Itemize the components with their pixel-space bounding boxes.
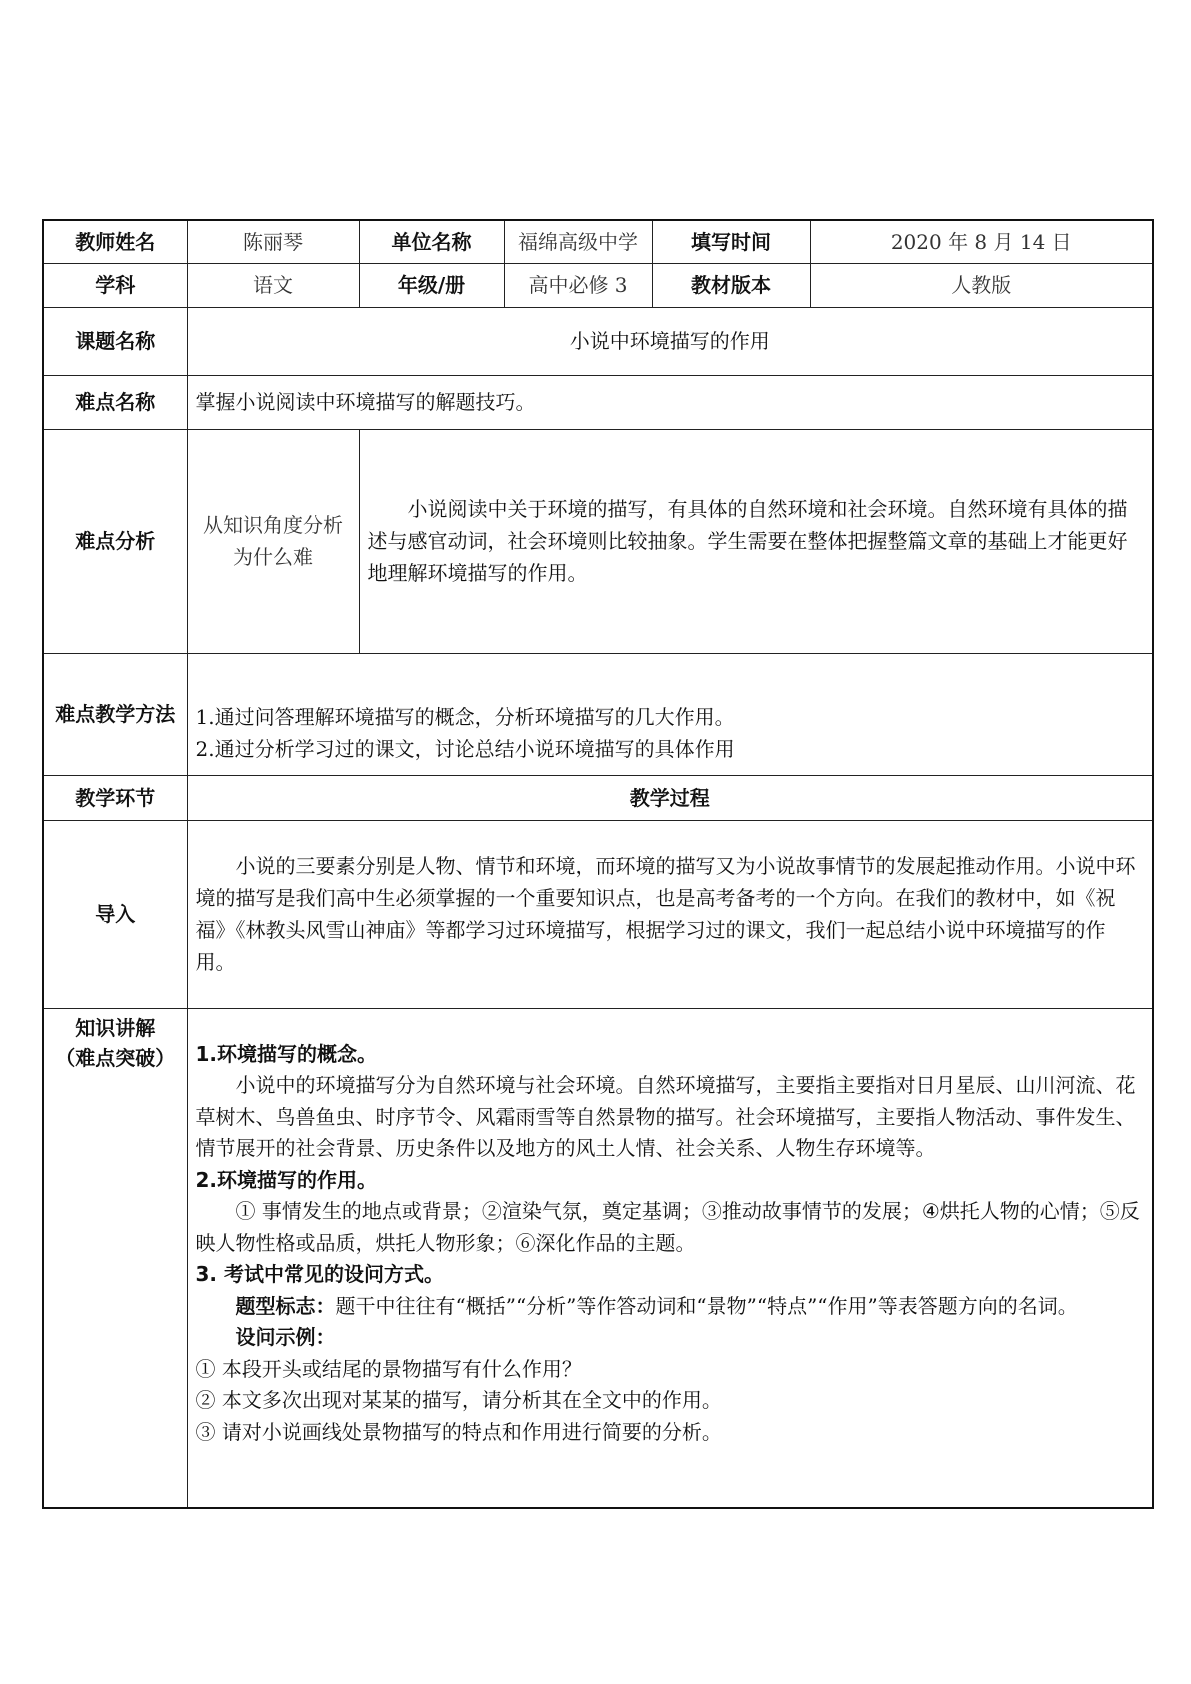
intro-row (43, 820, 1153, 1008)
function-list-b: ④烘托人物的心情； (921, 1199, 1100, 1223)
question-type-flag (196, 1291, 1145, 1323)
edition-label: 教材版本 (652, 263, 810, 307)
lesson-plan-table (42, 219, 1154, 1509)
method-line-2: 2.通过分析学习过的课文，讨论总结小说环境描写的具体作用 (195, 736, 735, 761)
analysis-cell (359, 429, 1153, 653)
example-question-1: ① 本段开头或结尾的景物描写有什么作用？ (195, 1356, 582, 1381)
grade-label: 年级/册 (359, 263, 504, 307)
header-row-1 (43, 220, 1153, 263)
topic-value: 小说中环境描写的作用 (187, 307, 1153, 375)
analysis-label: 难点分析 (43, 429, 187, 653)
knowledge-label-line-2: （难点突破） (55, 1045, 176, 1070)
difficulty-value: 掌握小说阅读中环境描写的解题技巧。 (187, 375, 1153, 429)
method-cell (187, 653, 1153, 775)
date-value: 2020 年 8 月 14 日 (810, 220, 1153, 263)
analysis-sub-label: 从知识角度分析为什么难 (187, 429, 359, 653)
analysis-row (43, 429, 1153, 653)
analysis-text: 小说阅读中关于环境的描写，有具体的自然环境和社会环境。自然环境有具体的描述与感官动词，社会环境则比较抽象。学生需要在整体把握整篇文章的基础上才能更好地理解环境描写的作用。 (367, 497, 1128, 585)
knowledge-label (43, 1008, 187, 1508)
example-label: 设问示例： (235, 1325, 336, 1349)
example-heading (196, 1322, 1145, 1354)
intro-text: 小说的三要素分别是人物、情节和环境，而环境的描写又为小说故事情节的发展起推动作用。小说中环境的描写是我们高中生必须掌握的一个重要知识点，也是高考备考的一个方向。在我们的教材中，如《祝福》《林教头风雪山神庙》等都学习过环境描写，根据学习过的课文，我们一起总结小说中环境描写的作用。 (195, 854, 1136, 974)
flag-text: 题干中往往有“概括”“分析”等作答动词和“景物”“特点”“作用”等表答题方向的名词。 (335, 1293, 1078, 1318)
teacher-label: 教师姓名 (43, 220, 187, 263)
knowledge-section-3-title: 3. 考试中常见的设问方式。 (195, 1262, 444, 1286)
method-line-1: 1.通过问答理解环境描写的概念，分析环境描写的几大作用。 (195, 704, 735, 729)
subject-value: 语文 (187, 263, 359, 307)
unit-value: 福绵高级中学 (504, 220, 652, 263)
function-list-a: ① 事情发生的地点或背景；②渲染气氛，奠定基调；③推动故事情节的发展； (235, 1199, 922, 1223)
flag-label: 题型标志： (235, 1293, 336, 1318)
example-question-2: ② 本文多次出现对某某的描写，请分析其在全文中的作用。 (195, 1388, 722, 1412)
header-row-2 (43, 263, 1153, 307)
knowledge-section-1-title: 1.环境描写的概念。 (195, 1041, 378, 1066)
edition-value: 人教版 (810, 263, 1153, 307)
knowledge-row (43, 1008, 1153, 1508)
grade-value: 高中必修 3 (504, 263, 652, 307)
example-question-3: ③ 请对小说画线处景物描写的特点和作用进行简要的分析。 (195, 1419, 722, 1444)
knowledge-label-line-1: 知识讲解 (75, 1015, 156, 1040)
function-list-c: ⑤反映人物性格或品质，烘托人物形象；⑥深化作品的主题。 (195, 1199, 1140, 1255)
stage-label: 教学环节 (43, 775, 187, 820)
knowledge-cell (187, 1008, 1153, 1508)
method-row (43, 653, 1153, 775)
topic-label: 课题名称 (43, 307, 187, 375)
difficulty-row (43, 375, 1153, 429)
knowledge-section-1-text: 小说中的环境描写分为自然环境与社会环境。自然环境描写，主要指主要指对日月星辰、山川河流、花草树木、鸟兽鱼虫、时序节令、风霜雨雪等自然景物的描写。社会环境描写，主要指人物活动、事件发生、情节展开的社会背景、历史条件以及地方的风土人情、社会关系、人物生存环境等。 (195, 1073, 1136, 1160)
difficulty-label: 难点名称 (43, 375, 187, 429)
teacher-value: 陈丽琴 (187, 220, 359, 263)
intro-cell (187, 820, 1153, 1008)
knowledge-section-2-text (196, 1196, 1145, 1259)
unit-label: 单位名称 (359, 220, 504, 263)
subject-label: 学科 (43, 263, 187, 307)
topic-row (43, 307, 1153, 375)
process-label: 教学过程 (187, 775, 1153, 820)
method-label: 难点教学方法 (43, 653, 187, 775)
intro-label: 导入 (43, 820, 187, 1008)
process-header-row (43, 775, 1153, 820)
date-label: 填写时间 (652, 220, 810, 263)
knowledge-section-2-title: 2.环境描写的作用。 (195, 1167, 378, 1192)
